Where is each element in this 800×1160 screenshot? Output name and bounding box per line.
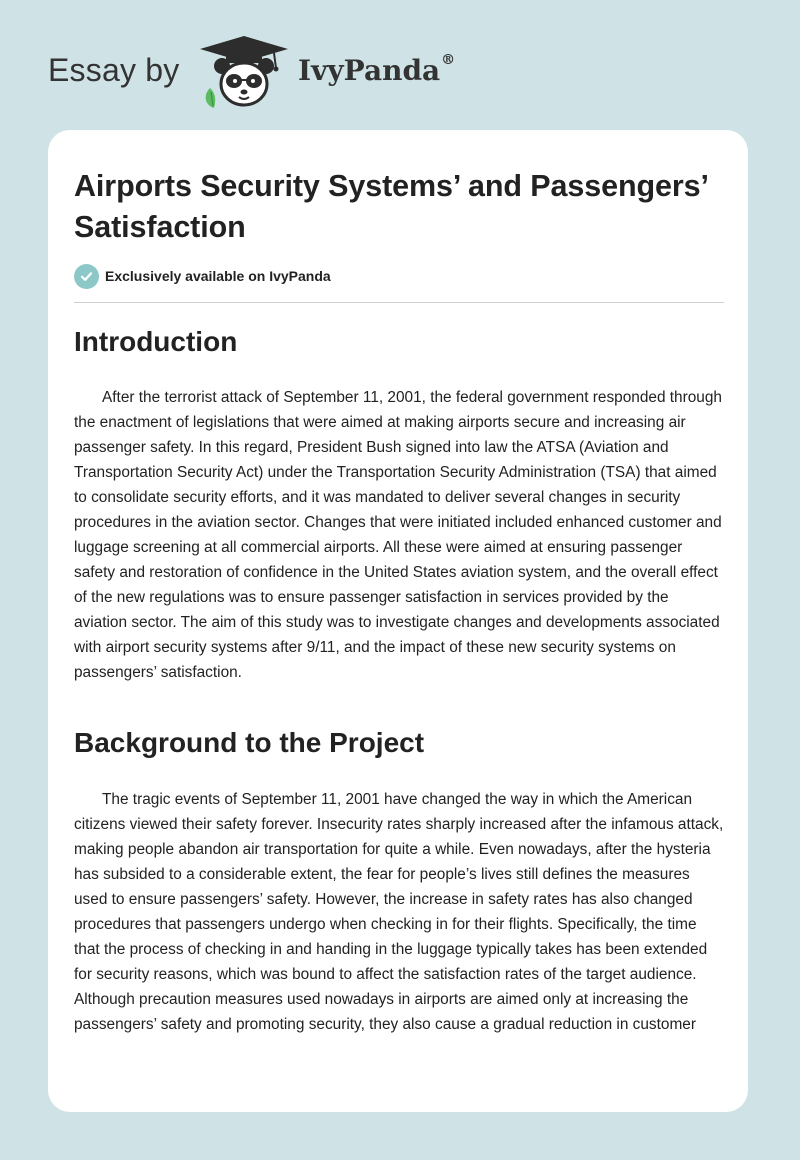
introduction-paragraph: After the terrorist attack of September 11, 2001, the federal government responded through the enactment of legislations that were aimed at making airports secure and increasing air passenger safety. In this regard, President Bush signed into law the ATSA (Aviation and Transportation Security Act) under the Transportation Security Administration (TSA) that aimed to consolidate security efforts, and it was mandated to deliver several changes in security procedures in the aviation sector. Changes that were initiated included enhanced customer and luggage screening at all commercial airports. All these were aimed at ensuring passenger safety and restoration of confidence in the United States aviation system, and the overall effect of the new regulations was to ensure passenger satisfaction in services provided by the aviation sector. The aim of this study was to investigate changes and developments associated with airport security systems after 9/11, and the impact of these new security systems on passengers’ satisfaction. xyxy=(74,389,722,681)
introduction-heading: Introduction xyxy=(74,326,238,357)
essay-card xyxy=(48,130,748,1112)
background-heading: Background to the Project xyxy=(74,727,425,758)
registered-mark: ® xyxy=(441,52,456,68)
panda-graduate-icon xyxy=(196,34,292,110)
check-icon xyxy=(74,264,99,289)
site-header xyxy=(0,0,800,128)
brand-name-text: IvyPanda xyxy=(298,54,441,87)
exclusive-badge-label: Exclusively available on IvyPanda xyxy=(105,268,331,284)
essay-title: Airports Security Systems’ and Passengers’ Satisfaction xyxy=(74,169,708,244)
brand-prefix: Essay by xyxy=(48,52,180,88)
brand-name xyxy=(298,54,455,87)
title-divider xyxy=(74,302,724,303)
exclusive-badge xyxy=(74,263,331,289)
background-paragraph: The tragic events of September 11, 2001 have changed the way in which the American citizens viewed their safety forever. Insecurity rates sharply increased after the infamous attack, making people abandon air transportation for quite a while. Even nowadays, after the hysteria has subsided to a considerable extent, the fear for people’s lives still defines the measures used to ensure passengers’ safety. However, the increase in safety rates has also changed procedures that passengers undergo when checking in for their flights. Specifically, the time that the process of checking in and handing in the luggage typically takes has been extended for security reasons, which was bound to affect the satisfaction rates of the target audience. Although precaution measures used nowadays in airports are aimed only at increasing the passengers’ safety and promoting security, they also cause a gradual reduction in customer xyxy=(74,791,724,1033)
